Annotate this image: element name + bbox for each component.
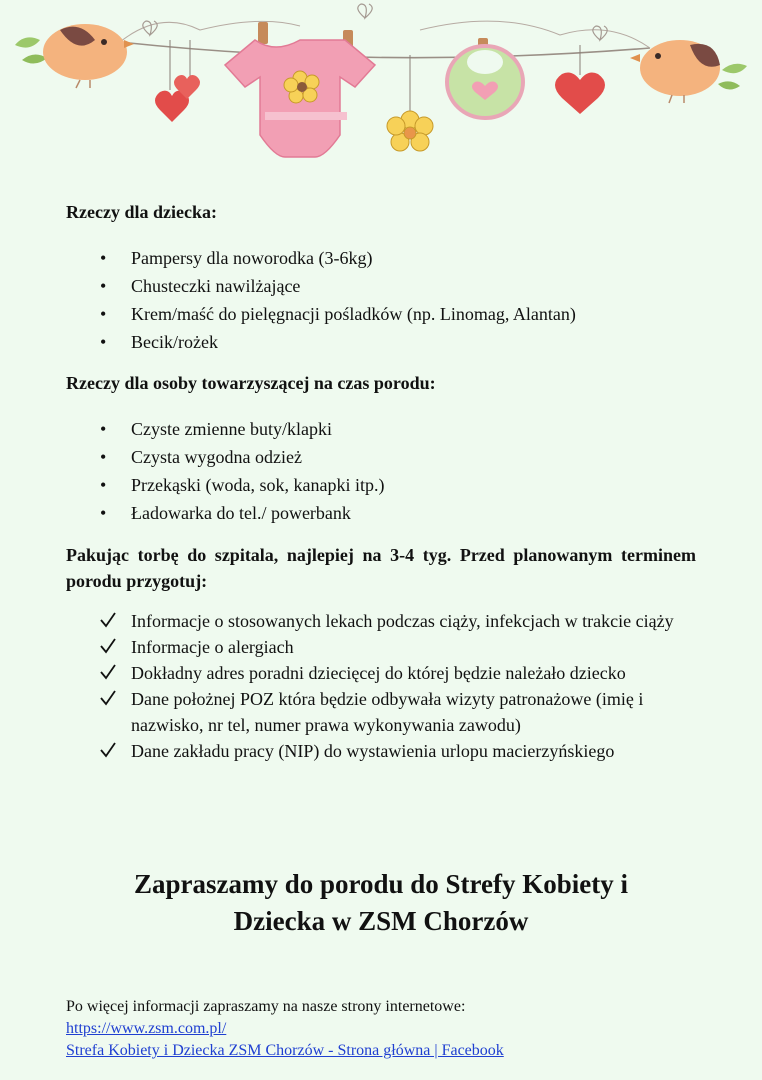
checklist-item-text: Informacje o stosowanych lekach podczas ciąży, infekcjach w trakcie ciąży: [131, 611, 674, 631]
section-title-baby: Rzeczy dla dziecka:: [66, 202, 217, 222]
bird-icon: [15, 24, 134, 88]
checklist-item: [66, 738, 696, 764]
checklist-item-text: Informacje o alergiach: [131, 637, 294, 657]
checklist-item-text: Dane zakładu pracy (NIP) do wystawienia urlopu macierzyńskiego: [131, 741, 615, 761]
checkmark-icon: [99, 663, 117, 681]
baby-bib-icon: [447, 46, 523, 118]
footer-text: Po więcej informacji zapraszamy na nasze strony internetowe:: [66, 998, 466, 1015]
checkmark-icon: [99, 611, 117, 629]
list-item: • Krem/maść do pielęgnacji pośladków (np. Linomag, Alantan): [66, 300, 696, 328]
prepare-checklist: [66, 608, 696, 764]
list-item: • Pampersy dla noworodka (3-6kg): [66, 244, 696, 272]
checkmark-icon: [99, 741, 117, 759]
section-title-companion: Rzeczy dla osoby towarzyszącej na czas porodu:: [66, 373, 436, 393]
companion-items-list: [66, 415, 696, 527]
flower-icon: [387, 111, 433, 151]
bird-icon: [630, 40, 747, 103]
website-link[interactable]: https://www.zsm.com.pl/: [66, 1020, 227, 1037]
footer: [66, 996, 696, 1062]
heart-icon: [555, 72, 605, 114]
clothesline-string: [120, 42, 650, 58]
list-item: • Ładowarka do tel./ powerbank: [66, 499, 696, 527]
checklist-item-text: Dokładny adres poradni dziecięcej do której będzie należało dziecko: [131, 663, 626, 683]
baby-clothesline-illustration: [0, 0, 762, 185]
checklist-item: [66, 686, 696, 738]
checkmark-icon: [99, 689, 117, 707]
main-content: [66, 200, 696, 764]
checklist-item: [66, 660, 696, 686]
checklist-item-text: Dane położnej POZ która będzie odbywała wizyty patronażowe (imię i nazwisko, nr tel, numer prawa wykonywania zawodu): [131, 689, 644, 735]
baby-onesie-icon: [225, 40, 375, 157]
list-item: • Czysta wygodna odzież: [66, 443, 696, 471]
checkmark-icon: [99, 637, 117, 655]
checklist-item: [66, 608, 696, 634]
checklist-item: [66, 634, 696, 660]
closing-invitation: [0, 866, 762, 940]
list-item: • Becik/rożek: [66, 328, 696, 356]
bow-icon: [143, 4, 607, 40]
list-item: • Przekąski (woda, sok, kanapki itp.): [66, 471, 696, 499]
closing-line-1: Zapraszamy do porodu do Strefy Kobiety i: [133, 869, 629, 899]
baby-items-list: [66, 244, 696, 356]
closing-line-2: Dziecka w ZSM Chorzów: [233, 906, 529, 936]
prepare-intro: Pakując torbę do szpitala, najlepiej na 3-4 tyg. Przed planowanym terminem porodu przygotuj:: [66, 545, 696, 591]
list-item: • Chusteczki nawilżające: [66, 272, 696, 300]
facebook-link[interactable]: Strefa Kobiety i Dziecka ZSM Chorzów - Strona główna | Facebook: [66, 1042, 504, 1059]
list-item: • Czyste zmienne buty/klapki: [66, 415, 696, 443]
